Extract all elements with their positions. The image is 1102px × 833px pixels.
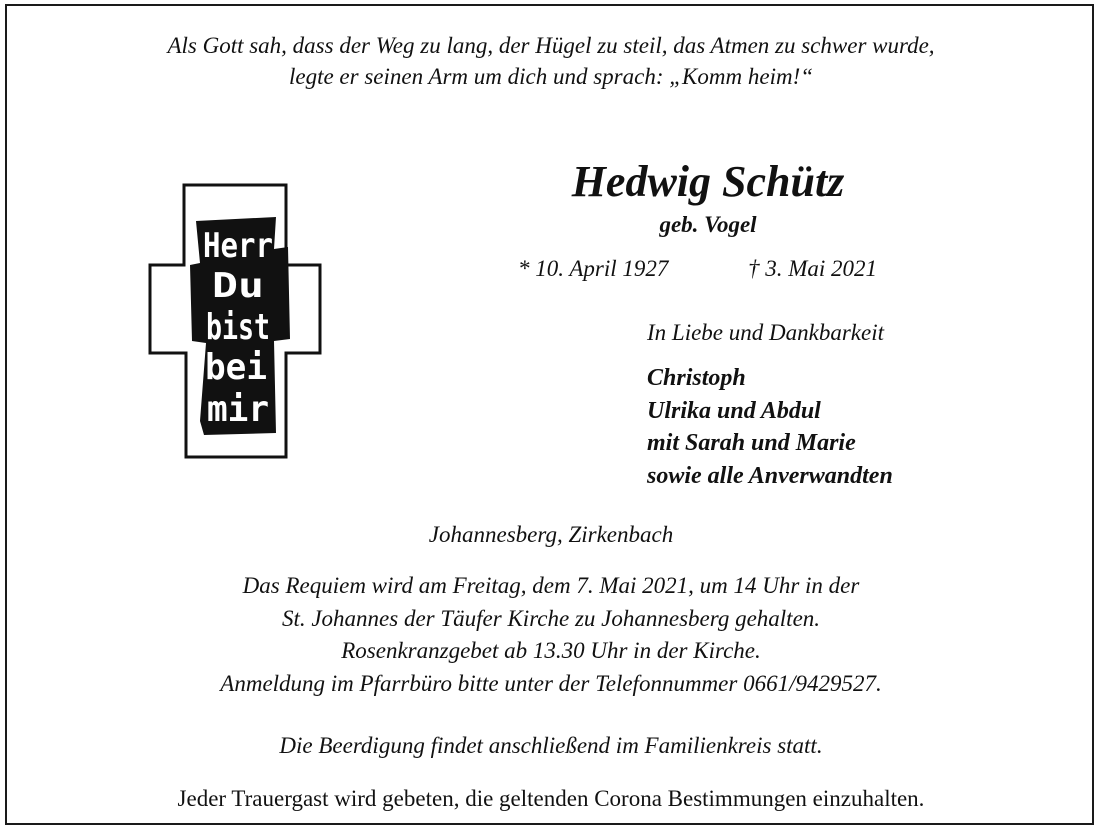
cross-word-5: mir [207, 389, 269, 430]
mourner-item: mit Sarah und Marie [647, 430, 856, 456]
cross-word-3: bist [206, 307, 270, 348]
cross-word-1: Herr [203, 226, 273, 266]
mourner-item: Christoph [647, 365, 746, 391]
requiem-line-4: Anmeldung im Pfarrbüro bitte unter der Telefonnummer 0661/9429527. [220, 670, 882, 696]
cross-icon [148, 183, 322, 459]
birth-name: geb. Vogel [659, 212, 757, 237]
requiem-line-2: St. Johannes der Täufer Kirche zu Johannesberg gehalten. [281, 605, 821, 631]
motto-line-2: legte er seinen Arm um dich und sprach: „Komm heim!“ [288, 64, 814, 89]
mourner-item: sowie alle Anverwandten [647, 462, 893, 489]
motto-line-1: Als Gott sah, dass der Weg zu lang, der Hügel zu steil, das Atmen zu schwer wurde, [167, 33, 935, 58]
mourners-list [647, 362, 893, 492]
mourner-item: Ulrika und Abdul [647, 397, 821, 424]
burial-info: Die Beerdigung findet anschließend im Familienkreis statt. [279, 733, 823, 758]
requiem-line-3: Rosenkranzgebet ab 13.30 Uhr in der Kirche. [341, 638, 761, 663]
dedication: In Liebe und Dankbarkeit [647, 320, 884, 345]
requiem-line-1: Das Requiem wird am Freitag, dem 7. Mai 2021, um 14 Uhr in der [242, 573, 860, 598]
cross-word-4: bei [205, 347, 267, 388]
corona-notice: Jeder Trauergast wird gebeten, die geltenden Corona Bestimmungen einzuhalten. [177, 786, 925, 811]
requiem-info [0, 570, 1102, 700]
death-date: † 3. Mai 2021 [748, 256, 878, 281]
cross-word-2: Du [212, 266, 264, 306]
deceased-name: Hedwig Schütz [571, 157, 845, 206]
motto [0, 30, 1102, 92]
place: Johannesberg, Zirkenbach [428, 522, 674, 547]
birth-date: * 10. April 1927 [518, 256, 669, 281]
